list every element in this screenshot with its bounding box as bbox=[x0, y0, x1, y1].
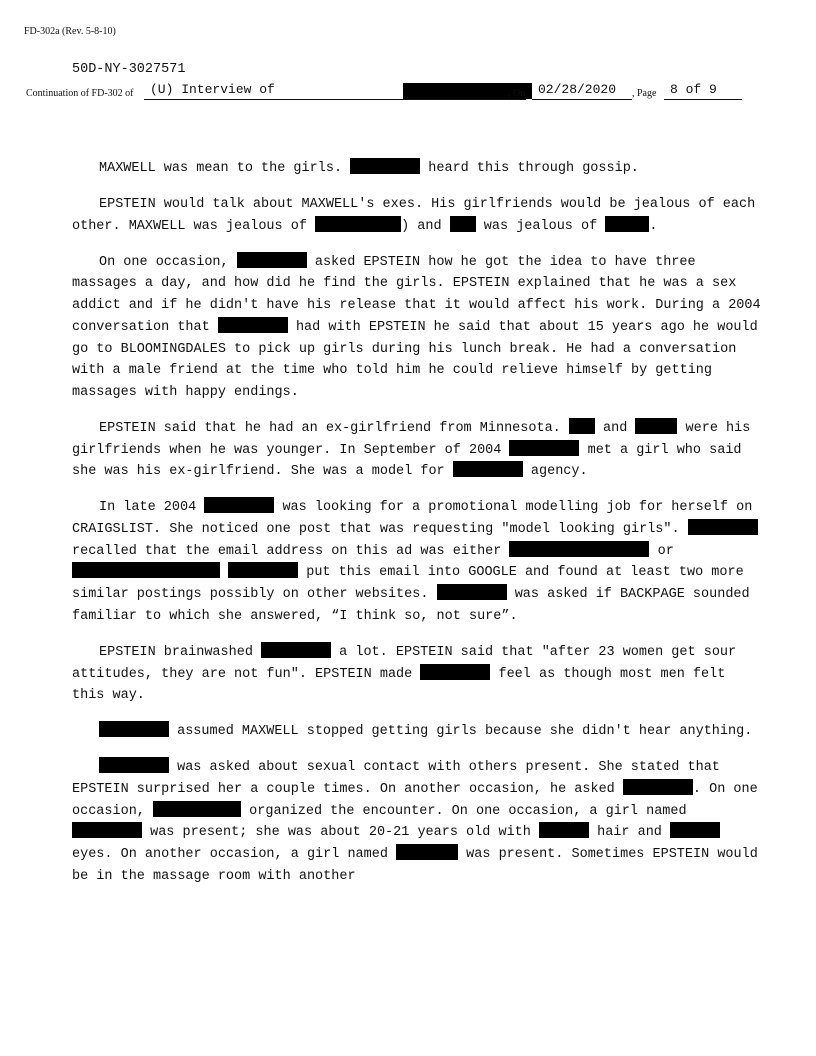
form-id: FD-302a (Rev. 5-8-10) bbox=[24, 26, 116, 37]
redaction-block bbox=[605, 216, 649, 232]
paragraph-7 bbox=[72, 721, 762, 743]
paragraph-1 bbox=[72, 158, 762, 180]
text-run: ) and bbox=[401, 218, 442, 234]
paragraph-6 bbox=[72, 642, 762, 707]
redaction-block bbox=[437, 584, 507, 600]
text-run: agency. bbox=[530, 464, 588, 480]
redaction-block bbox=[218, 317, 288, 333]
text-run: EPSTEIN would talk about MAXWELL's exes. His girlfriends would be jealous of each other. MAXWELL was jealous of bbox=[72, 197, 756, 234]
date-text: 02/28/2020 bbox=[538, 82, 617, 97]
text-run: put this email into GOOGLE and found at least two more similar postings possibly on other websites. bbox=[72, 565, 744, 603]
text-run: or bbox=[657, 543, 674, 559]
page-field bbox=[664, 83, 742, 100]
text-run: EPSTEIN brainwashed bbox=[99, 644, 253, 660]
text-run: was asked about sexual contact with others present. She stated that EPSTEIN surprised her a couple times. On another occasion, he asked bbox=[72, 760, 720, 797]
redaction-block bbox=[153, 801, 241, 817]
text-run: a lot. EPSTEIN said that "after 23 women get sour attitudes, they are not fun". EPSTEIN made bbox=[72, 644, 737, 682]
text-run: . On one occasion, bbox=[72, 781, 758, 819]
text-run: hair and bbox=[597, 825, 662, 841]
paragraph-2 bbox=[72, 194, 762, 237]
redaction-block bbox=[396, 844, 458, 860]
redaction-block bbox=[72, 822, 142, 838]
redaction-block bbox=[99, 757, 169, 773]
redaction-block bbox=[350, 158, 420, 174]
paragraph-8 bbox=[72, 757, 762, 887]
redaction-block bbox=[623, 779, 693, 795]
text-run: was looking for a promotional modelling job for herself on CRAIGSLIST. She noticed one post that was requesting "model looking girls". bbox=[72, 500, 753, 538]
text-run: organized the encounter. On one occasion, a girl named bbox=[249, 803, 687, 819]
redaction-block bbox=[99, 721, 169, 737]
text-run: In late 2004 bbox=[99, 500, 197, 516]
text-run: met a girl who said she was his ex-girlfriend. She was a model for bbox=[72, 442, 742, 480]
redaction-block bbox=[539, 822, 589, 838]
file-number: 50D-NY-3027571 bbox=[72, 62, 186, 77]
date-field bbox=[532, 83, 632, 100]
redaction-block bbox=[509, 541, 649, 557]
redaction-block bbox=[204, 497, 274, 513]
text-run: assumed MAXWELL stopped getting girls because she didn't hear anything. bbox=[177, 724, 753, 740]
on-label: , On bbox=[508, 88, 526, 99]
redaction-block bbox=[453, 461, 523, 477]
document-body bbox=[72, 158, 762, 902]
text-run: was present; she was about 20-21 years old with bbox=[150, 825, 531, 841]
redaction-block bbox=[509, 440, 579, 456]
redaction-block bbox=[670, 822, 720, 838]
redaction-block bbox=[635, 418, 677, 434]
text-run: had with EPSTEIN he said that about 15 years ago he would go to BLOOMINGDALES to pick up girls during his lunch break. He had a conversation with a male friend at the time who told him he could relieve himself by getting massages with happy endings. bbox=[72, 319, 758, 400]
text-run: feel as though most men felt this way. bbox=[72, 666, 726, 704]
redaction-block bbox=[569, 418, 595, 434]
continuation-header bbox=[26, 83, 786, 103]
subject-text: (U) Interview of bbox=[150, 82, 275, 97]
page-label: , Page bbox=[632, 88, 657, 99]
text-run: was present. Sometimes EPSTEIN would be in the massage room with another bbox=[72, 847, 758, 884]
text-run: heard this through gossip. bbox=[428, 161, 639, 176]
text-run: was asked if BACKPAGE sounded familiar to which she answered, “I think so, not sure”. bbox=[72, 587, 750, 624]
subject-field bbox=[144, 83, 526, 100]
paragraph-3 bbox=[72, 252, 762, 404]
text-run: EPSTEIN said that he had an ex-girlfriend from Minnesota. bbox=[99, 420, 561, 436]
redaction-block bbox=[261, 642, 331, 658]
redaction-block bbox=[72, 562, 220, 578]
text-run: MAXWELL was mean to the girls. bbox=[99, 161, 343, 176]
text-run: asked EPSTEIN how he got the idea to have three massages a day, and how did he find the girls. EPSTEIN explained that he was a sex addict and if he didn't have his release that it would affect his work. During a 2004 conversation that bbox=[72, 254, 761, 335]
continuation-label: Continuation of FD-302 of bbox=[26, 88, 134, 99]
text-run: eyes. On another occasion, a girl named bbox=[72, 847, 388, 863]
text-run: were his girlfriends when he was younger. In September of 2004 bbox=[72, 420, 751, 458]
paragraph-4 bbox=[72, 418, 762, 483]
redaction-block bbox=[315, 216, 401, 232]
redaction-block bbox=[450, 216, 476, 232]
paragraph-5 bbox=[72, 497, 762, 627]
redaction-block bbox=[237, 252, 307, 268]
text-run: On one occasion, bbox=[99, 254, 229, 270]
redaction-block bbox=[688, 519, 758, 535]
text-run: was jealous of bbox=[483, 218, 598, 234]
text-run: and bbox=[603, 420, 628, 436]
redaction-block bbox=[420, 664, 490, 680]
redaction-block bbox=[228, 562, 298, 578]
text-run: . bbox=[649, 218, 658, 234]
text-run: recalled that the email address on this ad was either bbox=[72, 543, 502, 559]
page-number: 8 of 9 bbox=[670, 82, 717, 97]
